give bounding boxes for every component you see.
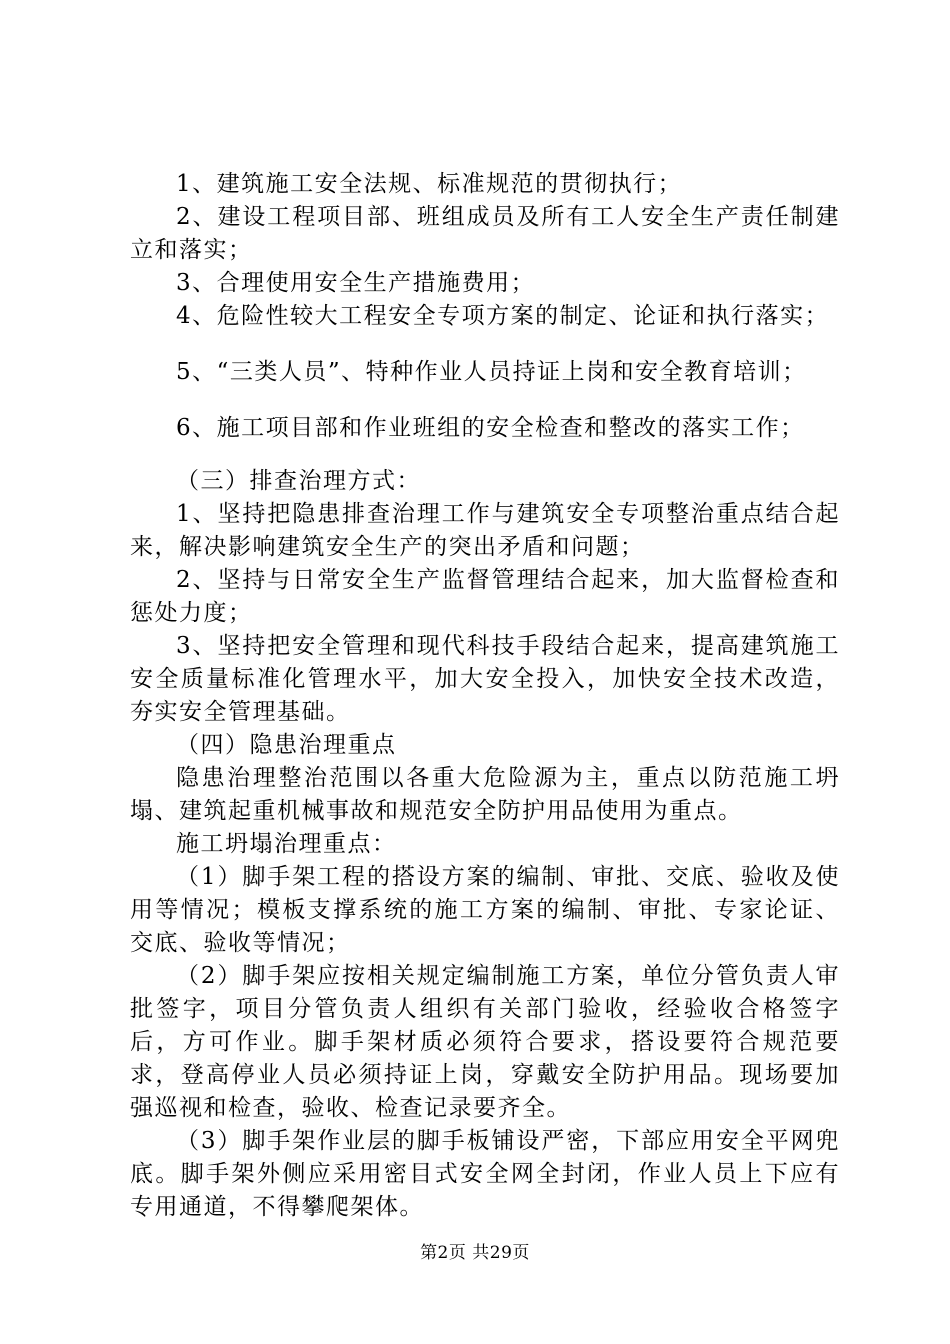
paragraph-6: 6、施工项目部和作业班组的安全检查和整改的落实工作； — [176, 415, 805, 441]
paragraph-14: （3）脚手架作业层的脚手板铺设严密，下部应用安全平网兜底。脚手架外侧应采用密目式安全网全封闭，作业人员上下应有专用通道，不得攀爬架体。 — [130, 1128, 840, 1220]
paragraph-3: 3、合理使用安全生产措施费用； — [176, 270, 536, 296]
page-footer: 第2页 共29页 — [420, 1243, 530, 1263]
paragraph-7: 1、坚持把隐患排查治理工作与建筑安全专项整治重点结合起来，解决影响建筑安全生产的突出矛盾和问题； — [130, 501, 840, 560]
section-heading-4: （四）隐患治理重点 — [176, 732, 397, 758]
document-body — [130, 168, 840, 1224]
paragraph-12: （1）脚手架工程的搭设方案的编制、审批、交底、验收及使用等情况；模板支撑系统的施工方案的编制、审批、专家论证、交底、验收等情况； — [130, 864, 840, 956]
paragraph-11: 施工坍塌治理重点： — [176, 831, 397, 857]
paragraph-8: 2、坚持与日常安全生产监督管理结合起来，加大监督检查和惩处力度； — [130, 567, 840, 626]
paragraph-1: 1、建筑施工安全法规、标准规范的贯彻执行； — [176, 171, 683, 197]
paragraph-2: 2、建设工程项目部、班组成员及所有工人安全生产责任制建立和落实； — [130, 204, 840, 263]
paragraph-9: 3、坚持把安全管理和现代科技手段结合起来，提高建筑施工安全质量标准化管理水平，加大安全投入，加快安全技术改造，夯实安全管理基础。 — [130, 633, 840, 725]
section-heading-3: （三）排查治理方式： — [176, 468, 421, 494]
paragraph-4: 4、危险性较大工程安全专项方案的制定、论证和执行落实； — [176, 303, 830, 329]
paragraph-10: 隐患治理整治范围以各重大危险源为主，重点以防范施工坍塌、建筑起重机械事故和规范安全防护用品使用为重点。 — [130, 765, 840, 824]
paragraph-5: 5、“三类人员”、特种作业人员持证上岗和安全教育培训； — [176, 359, 807, 385]
paragraph-13: （2）脚手架应按相关规定编制施工方案，单位分管负责人审批签字，项目分管负责人组织有关部门验收，经验收合格签字后，方可作业。脚手架材质必须符合要求，搭设要符合规范要求，登高停业人员必须持证上岗，穿戴安全防护用品。现场要加强巡视和检查，验收、检查记录要齐全。 — [130, 963, 840, 1121]
